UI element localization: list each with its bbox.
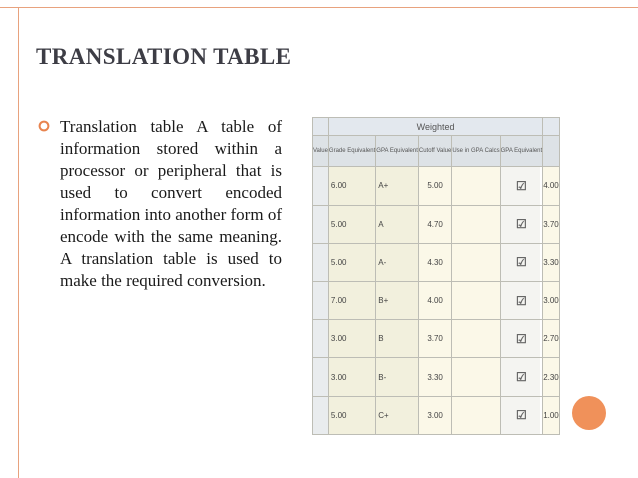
cutoff-cell xyxy=(452,205,500,243)
row-edge-cell xyxy=(313,358,329,396)
gpa-cell: 5.00 xyxy=(418,167,451,205)
gpa-cell: 4.30 xyxy=(418,243,451,281)
column-header: Grade Equivalent xyxy=(328,136,375,167)
table-row xyxy=(313,282,560,320)
row-edge-cell xyxy=(313,243,329,281)
gpa-cell: 3.30 xyxy=(418,358,451,396)
row-edge-cell xyxy=(313,320,329,358)
weighted-gpa-cell: 3.00 xyxy=(543,282,560,320)
left-divider-line xyxy=(18,7,19,478)
outlined-circle-bullet-icon xyxy=(38,120,50,132)
bullet-text: Translation table A table of information stored within a processor or peripheral that is used to convert encoded information into another form of encode with the same meaning. A translation table is used to make the required conversion. xyxy=(60,117,282,290)
column-header: Use in GPA Calcs xyxy=(452,136,500,167)
row-edge-cell xyxy=(313,167,329,205)
value-cell: 7.00 xyxy=(328,282,375,320)
cutoff-cell xyxy=(452,320,500,358)
slide-title: TRANSLATION TABLE xyxy=(36,44,292,69)
cutoff-cell xyxy=(452,358,500,396)
table-row xyxy=(313,396,560,434)
value-cell: 5.00 xyxy=(328,243,375,281)
row-edge-cell xyxy=(313,396,329,434)
grade-cell: C+ xyxy=(376,396,419,434)
translation-table xyxy=(312,117,560,435)
table-row xyxy=(313,358,560,396)
checkbox-icon: ☑ xyxy=(500,282,543,320)
checkbox-icon: ☑ xyxy=(500,320,543,358)
weighted-gpa-cell: 4.00 xyxy=(543,167,560,205)
table-corner xyxy=(313,118,329,136)
table-row xyxy=(313,167,560,205)
checkbox-icon: ☑ xyxy=(500,243,543,281)
value-cell: 3.00 xyxy=(328,320,375,358)
gpa-cell: 4.70 xyxy=(418,205,451,243)
weighted-gpa-cell: 3.30 xyxy=(543,243,560,281)
column-header: GPA Equivalent xyxy=(500,136,543,167)
value-cell: 5.00 xyxy=(328,396,375,434)
gpa-cell: 3.00 xyxy=(418,396,451,434)
value-cell: 3.00 xyxy=(328,358,375,396)
checkbox-icon: ☑ xyxy=(500,167,543,205)
weighted-gpa-cell: 2.70 xyxy=(543,320,560,358)
grade-cell: A- xyxy=(376,243,419,281)
value-cell: 5.00 xyxy=(328,205,375,243)
table-row xyxy=(313,205,560,243)
weighted-gpa-cell: 1.00 xyxy=(543,396,560,434)
gpa-cell: 4.00 xyxy=(418,282,451,320)
column-header-blank xyxy=(543,136,560,167)
top-divider-line xyxy=(0,7,638,8)
translation-table-image xyxy=(312,117,559,435)
weighted-gpa-cell: 3.70 xyxy=(543,205,560,243)
grade-cell: B+ xyxy=(376,282,419,320)
row-edge-cell xyxy=(313,205,329,243)
checkbox-icon: ☑ xyxy=(500,358,543,396)
column-header: Cutoff Value xyxy=(418,136,451,167)
grade-cell: A+ xyxy=(376,167,419,205)
weighted-gpa-cell: 2.30 xyxy=(543,358,560,396)
table-group-header: Weighted xyxy=(328,118,542,136)
cutoff-cell xyxy=(452,167,500,205)
grade-cell: B xyxy=(376,320,419,358)
checkbox-icon: ☑ xyxy=(500,396,543,434)
cutoff-cell xyxy=(452,243,500,281)
column-header: GPA Equivalent xyxy=(376,136,419,167)
gpa-cell: 3.70 xyxy=(418,320,451,358)
column-header: Value xyxy=(313,136,329,167)
table-row xyxy=(313,243,560,281)
row-edge-cell xyxy=(313,282,329,320)
table-row xyxy=(313,320,560,358)
cutoff-cell xyxy=(452,282,500,320)
value-cell: 6.00 xyxy=(328,167,375,205)
grade-cell: A xyxy=(376,205,419,243)
checkbox-icon: ☑ xyxy=(500,205,543,243)
decorative-orange-circle xyxy=(572,396,606,430)
table-corner-right xyxy=(543,118,560,136)
grade-cell: B- xyxy=(376,358,419,396)
cutoff-cell xyxy=(452,396,500,434)
